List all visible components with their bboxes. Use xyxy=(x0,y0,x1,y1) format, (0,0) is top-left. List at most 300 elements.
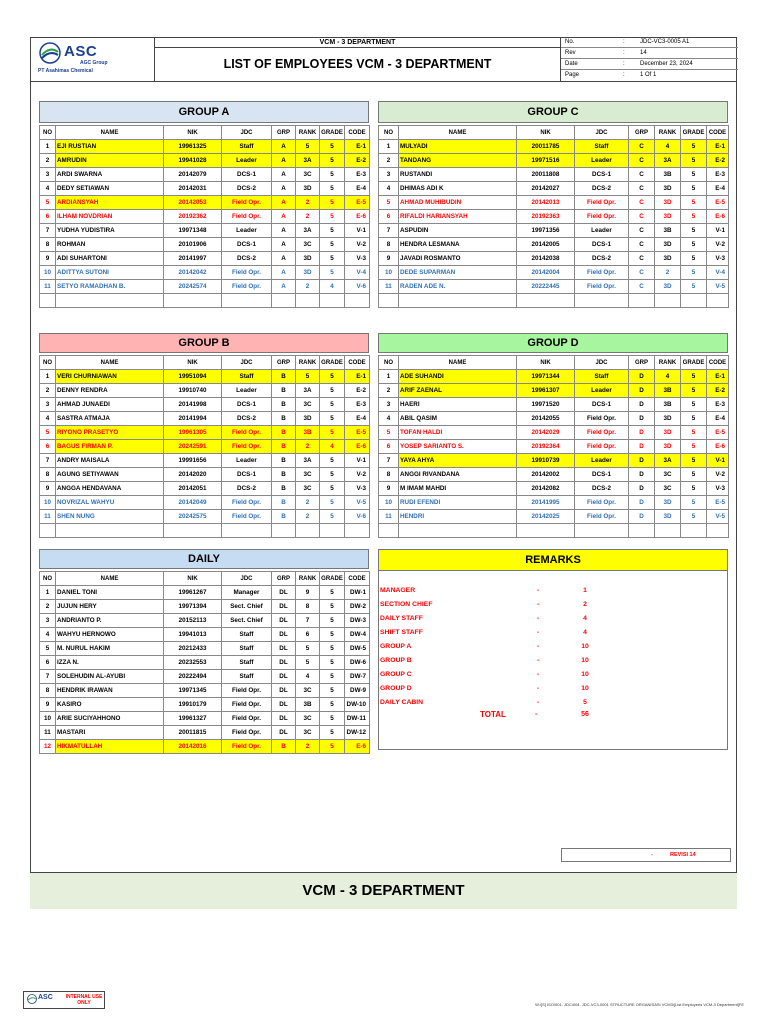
table-row xyxy=(40,468,370,482)
cell-name: JUJUN HERY xyxy=(56,600,164,614)
cell-code: E-6 xyxy=(345,210,370,224)
cell-nik: 20142027 xyxy=(517,182,575,196)
cell-jdc: DCS-2 xyxy=(222,482,272,496)
cell-name: ROHMAN xyxy=(56,238,164,252)
cell-grade: 5 xyxy=(320,454,345,468)
cell-no: 5 xyxy=(379,196,399,210)
cell-nik: 19971348 xyxy=(164,224,222,238)
remarks-value: 1 xyxy=(583,587,587,594)
cell-no: 7 xyxy=(379,454,399,468)
cell-jdc: DCS-1 xyxy=(222,238,272,252)
file-path: W:\[S] ISO\001. JDC\004. JDC-VC3-0001 STRUCTURE ORGANISASI VCM3\[List Employees VCM-3 Department]FE xyxy=(535,1002,744,1007)
table-row xyxy=(40,656,370,670)
cell-code: DW-9 xyxy=(345,684,370,698)
cell-rank: 3B xyxy=(655,398,681,412)
meta-colon: : xyxy=(623,50,625,56)
cell-no: 11 xyxy=(379,280,399,294)
cell-code: DW-2 xyxy=(345,600,370,614)
cell-grade: 5 xyxy=(320,642,345,656)
cell-nik: 19941028 xyxy=(164,154,222,168)
cell-name: BAGUS FIRMAN P. xyxy=(56,440,164,454)
cell-code: DW-5 xyxy=(345,642,370,656)
cell-name: RADEN ADE N. xyxy=(399,280,517,294)
cell-jdc: DCS-1 xyxy=(575,238,629,252)
column-header: GRP xyxy=(272,356,296,370)
cell-grade: 5 xyxy=(320,482,345,496)
cell-rank: 3D xyxy=(655,496,681,510)
table-row xyxy=(379,398,729,412)
cell-no: 2 xyxy=(40,154,56,168)
cell-grade: 5 xyxy=(681,496,707,510)
cell-nik: 19910740 xyxy=(164,384,222,398)
cell-empty xyxy=(272,294,296,308)
table-row-empty xyxy=(40,294,370,308)
remarks-total-value: 56 xyxy=(581,711,589,718)
cell-jdc: Leader xyxy=(575,154,629,168)
cell-no: 7 xyxy=(40,454,56,468)
cell-name: AMRUDIN xyxy=(56,154,164,168)
cell-code: E-3 xyxy=(345,398,370,412)
column-header: GRADE xyxy=(320,126,345,140)
column-header: RANK xyxy=(655,126,681,140)
cell-nik: 20142042 xyxy=(164,266,222,280)
cell-name: ADI SUHARTONI xyxy=(56,252,164,266)
cell-jdc: Field Opr. xyxy=(222,280,272,294)
cell-code: E-5 xyxy=(707,196,729,210)
meta-colon: : xyxy=(623,39,625,45)
cell-rank: 3C xyxy=(655,482,681,496)
cell-jdc: Field Opr. xyxy=(222,196,272,210)
cell-grp: B xyxy=(272,440,296,454)
cell-grp: B xyxy=(272,454,296,468)
cell-grade: 5 xyxy=(681,384,707,398)
column-header: GRADE xyxy=(320,572,345,586)
cell-jdc: DCS-2 xyxy=(222,182,272,196)
cell-rank: 5 xyxy=(296,140,320,154)
table-header-row xyxy=(379,126,729,140)
remarks-row xyxy=(380,640,680,654)
cell-no: 6 xyxy=(40,440,56,454)
cell-code: V-2 xyxy=(707,468,729,482)
cell-name: ANGGA HENDAVANA xyxy=(56,482,164,496)
cell-name: HAERI xyxy=(399,398,517,412)
cell-code: V-3 xyxy=(345,482,370,496)
table-row xyxy=(40,684,370,698)
cell-name: ANDRIANTO P. xyxy=(56,614,164,628)
table-row xyxy=(379,154,729,168)
cell-rank: 2 xyxy=(296,196,320,210)
cell-no: 1 xyxy=(40,140,56,154)
cell-nik: 20192363 xyxy=(517,210,575,224)
cell-nik: 19971520 xyxy=(517,398,575,412)
cell-rank: 3C xyxy=(296,168,320,182)
table-row xyxy=(40,238,370,252)
cell-rank: 2 xyxy=(296,496,320,510)
table-row xyxy=(40,182,370,196)
cell-no: 4 xyxy=(40,182,56,196)
cell-nik: 19961327 xyxy=(164,712,222,726)
cell-jdc: Field Opr. xyxy=(222,740,272,754)
cell-code: DW-6 xyxy=(345,656,370,670)
cell-jdc: Staff xyxy=(222,656,272,670)
cell-no: 2 xyxy=(379,154,399,168)
cell-jdc: DCS-2 xyxy=(222,252,272,266)
cell-grade: 5 xyxy=(681,482,707,496)
employee-table xyxy=(39,571,370,754)
cell-grp: D xyxy=(629,370,655,384)
cell-empty xyxy=(222,294,272,308)
cell-code: E-6 xyxy=(345,740,370,754)
cell-rank: 3C xyxy=(296,684,320,698)
cell-grp: B xyxy=(272,482,296,496)
meta-colon: : xyxy=(623,72,625,78)
cell-rank: 8 xyxy=(296,600,320,614)
cell-name: VERI CHURNIAWAN xyxy=(56,370,164,384)
cell-nik: 20011785 xyxy=(517,140,575,154)
cell-name: ARDIANSYAH xyxy=(56,196,164,210)
meta-row-date xyxy=(561,59,738,70)
cell-rank: 3A xyxy=(655,154,681,168)
cell-no: 4 xyxy=(40,412,56,426)
cell-no: 6 xyxy=(40,656,56,670)
cell-empty xyxy=(399,524,517,538)
cell-grade: 5 xyxy=(681,426,707,440)
cell-code: DW-10 xyxy=(345,698,370,712)
cell-no: 7 xyxy=(40,224,56,238)
cell-name: M IMAM MAHDI xyxy=(399,482,517,496)
cell-rank: 3C xyxy=(296,482,320,496)
cell-rank: 3D xyxy=(655,238,681,252)
cell-jdc: DCS-2 xyxy=(222,412,272,426)
remarks-row xyxy=(380,612,680,626)
group-title: GROUP D xyxy=(378,333,728,353)
column-header: NIK xyxy=(164,356,222,370)
cell-grade: 5 xyxy=(681,468,707,482)
table-header-row xyxy=(40,572,370,586)
cell-code: V-2 xyxy=(345,468,370,482)
column-header: JDC xyxy=(575,126,629,140)
cell-grade: 4 xyxy=(320,440,345,454)
column-header: GRADE xyxy=(320,356,345,370)
remarks-row xyxy=(380,696,680,710)
column-header: RANK xyxy=(296,572,320,586)
cell-name: NOVRIZAL WAHYU xyxy=(56,496,164,510)
column-header: CODE xyxy=(345,572,370,586)
cell-empty xyxy=(517,294,575,308)
cell-jdc: Leader xyxy=(222,154,272,168)
cell-grade: 5 xyxy=(681,182,707,196)
meta-row-page xyxy=(561,70,738,81)
cell-code: E-3 xyxy=(707,398,729,412)
remarks-row xyxy=(380,668,680,682)
cell-grp: A xyxy=(272,280,296,294)
column-header: NO xyxy=(379,126,399,140)
table-row xyxy=(40,266,370,280)
cell-name: RIFALDI HARIANSYAH xyxy=(399,210,517,224)
meta-value: 14 xyxy=(640,50,647,56)
cell-grade: 5 xyxy=(320,182,345,196)
cell-code: V-1 xyxy=(345,224,370,238)
cell-nik: 20141995 xyxy=(517,496,575,510)
cell-code: DW-7 xyxy=(345,670,370,684)
cell-grp: DL xyxy=(272,600,296,614)
cell-no: 9 xyxy=(40,252,56,266)
cell-no: 10 xyxy=(40,496,56,510)
cell-code: E-5 xyxy=(345,426,370,440)
cell-nik: 20212433 xyxy=(164,642,222,656)
cell-grp: DL xyxy=(272,642,296,656)
cell-grp: C xyxy=(629,238,655,252)
cell-jdc: Field Opr. xyxy=(222,496,272,510)
cell-nik: 19971394 xyxy=(164,600,222,614)
cell-rank: 3D xyxy=(296,266,320,280)
cell-no: 3 xyxy=(40,168,56,182)
remarks-value: 10 xyxy=(581,643,589,650)
remarks-label: SECTION CHIEF xyxy=(380,601,433,608)
cell-empty xyxy=(40,524,56,538)
cell-grade: 5 xyxy=(320,726,345,740)
cell-grp: B xyxy=(272,510,296,524)
cell-rank: 7 xyxy=(296,614,320,628)
remarks-title: REMARKS xyxy=(378,549,728,571)
cell-name: TANDANG xyxy=(399,154,517,168)
cell-empty xyxy=(345,294,370,308)
cell-nik: 19951094 xyxy=(164,370,222,384)
cell-name: SOLEHUDIN AL-AYUBI xyxy=(56,670,164,684)
cell-jdc: Field Opr. xyxy=(222,712,272,726)
table-row xyxy=(40,614,370,628)
cell-no: 7 xyxy=(379,224,399,238)
cell-rank: 2 xyxy=(296,210,320,224)
table-row xyxy=(40,168,370,182)
table-row xyxy=(40,398,370,412)
column-header: JDC xyxy=(222,126,272,140)
column-header: JDC xyxy=(575,356,629,370)
cell-rank: 6 xyxy=(296,628,320,642)
cell-empty xyxy=(40,294,56,308)
cell-grp: C xyxy=(629,210,655,224)
cell-rank: 3D xyxy=(655,426,681,440)
cell-code: E-3 xyxy=(707,168,729,182)
remarks-value: 2 xyxy=(583,601,587,608)
cell-no: 11 xyxy=(40,510,56,524)
cell-jdc: Field Opr. xyxy=(575,440,629,454)
employee-table xyxy=(39,355,370,538)
cell-name: ASPUDIN xyxy=(399,224,517,238)
cell-code: E-6 xyxy=(707,440,729,454)
table-row xyxy=(379,468,729,482)
cell-rank: 3B xyxy=(296,426,320,440)
cell-grp: A xyxy=(272,238,296,252)
cell-rank: 3C xyxy=(655,468,681,482)
cell-rank: 3B xyxy=(296,698,320,712)
cell-code: E-6 xyxy=(707,210,729,224)
cell-grade: 5 xyxy=(320,628,345,642)
cell-grade: 4 xyxy=(320,280,345,294)
column-header: GRP xyxy=(629,126,655,140)
table-row-empty xyxy=(379,294,729,308)
cell-grade: 5 xyxy=(320,496,345,510)
remarks-label: SHIFT STAFF xyxy=(380,629,423,636)
cell-no: 8 xyxy=(40,468,56,482)
column-header: JDC xyxy=(222,356,272,370)
cell-jdc: Staff xyxy=(575,140,629,154)
cell-empty xyxy=(345,524,370,538)
cell-empty xyxy=(575,294,629,308)
column-header: NAME xyxy=(399,126,517,140)
column-header: GRP xyxy=(629,356,655,370)
table-row xyxy=(40,252,370,266)
cell-name: AHMAD MUHIBUDIN xyxy=(399,196,517,210)
table-row xyxy=(40,384,370,398)
meta-key: No. xyxy=(565,39,575,45)
cell-no: 3 xyxy=(379,168,399,182)
cell-grade: 5 xyxy=(320,712,345,726)
cell-empty xyxy=(681,524,707,538)
cell-grade: 5 xyxy=(681,510,707,524)
cell-nik: 20011808 xyxy=(517,168,575,182)
cell-rank: 3C xyxy=(296,712,320,726)
table-row xyxy=(379,412,729,426)
employee-table xyxy=(378,355,729,538)
cell-grp: B xyxy=(272,384,296,398)
column-header: CODE xyxy=(707,126,729,140)
remarks-label: GROUP A xyxy=(380,643,412,650)
revision-dash: - xyxy=(651,852,653,858)
cell-no: 6 xyxy=(379,210,399,224)
column-header: NIK xyxy=(517,356,575,370)
cell-jdc: Staff xyxy=(222,370,272,384)
cell-nik: 20141998 xyxy=(164,398,222,412)
cell-rank: 3B xyxy=(655,224,681,238)
cell-jdc: Field Opr. xyxy=(575,280,629,294)
column-header: GRP xyxy=(272,572,296,586)
table-row xyxy=(379,280,729,294)
cell-jdc: DCS-1 xyxy=(575,168,629,182)
cell-grade: 5 xyxy=(681,210,707,224)
cell-rank: 3D xyxy=(655,182,681,196)
remarks-dash: - xyxy=(537,601,540,608)
cell-empty xyxy=(320,524,345,538)
cell-jdc: Field Opr. xyxy=(222,426,272,440)
cell-no: 7 xyxy=(40,670,56,684)
cell-jdc: Field Opr. xyxy=(575,266,629,280)
cell-nik: 20142025 xyxy=(517,510,575,524)
cell-code: DW-4 xyxy=(345,628,370,642)
cell-name: AGUNG SETIYAWAN xyxy=(56,468,164,482)
remarks-dash: - xyxy=(537,685,540,692)
cell-grp: A xyxy=(272,182,296,196)
cell-no: 1 xyxy=(40,586,56,600)
cell-no: 3 xyxy=(379,398,399,412)
cell-jdc: Field Opr. xyxy=(575,196,629,210)
table-row xyxy=(40,440,370,454)
cell-nik: 19971344 xyxy=(517,370,575,384)
cell-rank: 4 xyxy=(655,370,681,384)
remarks-dash: - xyxy=(537,629,540,636)
cell-nik: 19961305 xyxy=(164,426,222,440)
cell-name: KASIRO xyxy=(56,698,164,712)
cell-grade: 5 xyxy=(320,600,345,614)
cell-name: HENDRI xyxy=(399,510,517,524)
cell-name: TOFAN HALDI xyxy=(399,426,517,440)
column-header: RANK xyxy=(296,126,320,140)
remarks-total-label: TOTAL xyxy=(480,710,506,719)
table-row xyxy=(379,370,729,384)
cell-grade: 5 xyxy=(320,224,345,238)
cell-code: V-1 xyxy=(345,454,370,468)
cell-grade: 5 xyxy=(320,740,345,754)
cell-grade: 5 xyxy=(681,370,707,384)
remarks-row xyxy=(380,654,680,668)
group-title: GROUP A xyxy=(39,101,369,123)
cell-rank: 3C xyxy=(296,238,320,252)
cell-nik: 20192362 xyxy=(164,210,222,224)
cell-grp: D xyxy=(629,440,655,454)
cell-jdc: Staff xyxy=(222,670,272,684)
table-row xyxy=(40,196,370,210)
cell-code: E-4 xyxy=(707,412,729,426)
cell-jdc: Field Opr. xyxy=(575,510,629,524)
asc-logo-small-icon xyxy=(27,994,37,1004)
cell-nik: 20142031 xyxy=(164,182,222,196)
table-row xyxy=(379,426,729,440)
cell-grp: A xyxy=(272,154,296,168)
cell-name: ARDI SWARNA xyxy=(56,168,164,182)
cell-grp: D xyxy=(629,496,655,510)
column-header: NIK xyxy=(517,126,575,140)
cell-rank: 3D xyxy=(655,412,681,426)
cell-name: ARIE SUCIYAHHONO xyxy=(56,712,164,726)
cell-nik: 19971345 xyxy=(164,684,222,698)
column-header: GRADE xyxy=(681,356,707,370)
column-header: NIK xyxy=(164,126,222,140)
cell-no: 10 xyxy=(40,712,56,726)
revision-label: REVISI 14 xyxy=(670,852,696,858)
cell-code: V-3 xyxy=(707,252,729,266)
cell-grp: DL xyxy=(272,684,296,698)
cell-code: V-3 xyxy=(707,482,729,496)
cell-jdc: Field Opr. xyxy=(222,684,272,698)
cell-nik: 20142055 xyxy=(517,412,575,426)
cell-jdc: DCS-1 xyxy=(222,168,272,182)
cell-jdc: Field Opr. xyxy=(222,266,272,280)
meta-colon: : xyxy=(623,61,625,67)
cell-rank: 2 xyxy=(296,510,320,524)
cell-no: 5 xyxy=(40,642,56,656)
cell-grp: B xyxy=(272,740,296,754)
table-row xyxy=(40,224,370,238)
cell-empty xyxy=(655,294,681,308)
cell-jdc: Leader xyxy=(575,224,629,238)
table-row xyxy=(40,712,370,726)
cell-name: DHIMAS ADI K xyxy=(399,182,517,196)
footer-department-title: VCM - 3 DEPARTMENT xyxy=(30,872,737,909)
logo-text: ASC xyxy=(64,43,98,60)
cell-no: 5 xyxy=(40,196,56,210)
cell-grp: B xyxy=(272,398,296,412)
table-row xyxy=(379,384,729,398)
cell-empty xyxy=(399,294,517,308)
cell-nik: 19991656 xyxy=(164,454,222,468)
cell-grp: B xyxy=(272,370,296,384)
cell-jdc: DCS-2 xyxy=(575,482,629,496)
cell-empty xyxy=(222,524,272,538)
cell-code: E-1 xyxy=(707,370,729,384)
cell-code: DW-1 xyxy=(345,586,370,600)
cell-nik: 20222445 xyxy=(517,280,575,294)
cell-grade: 5 xyxy=(681,154,707,168)
